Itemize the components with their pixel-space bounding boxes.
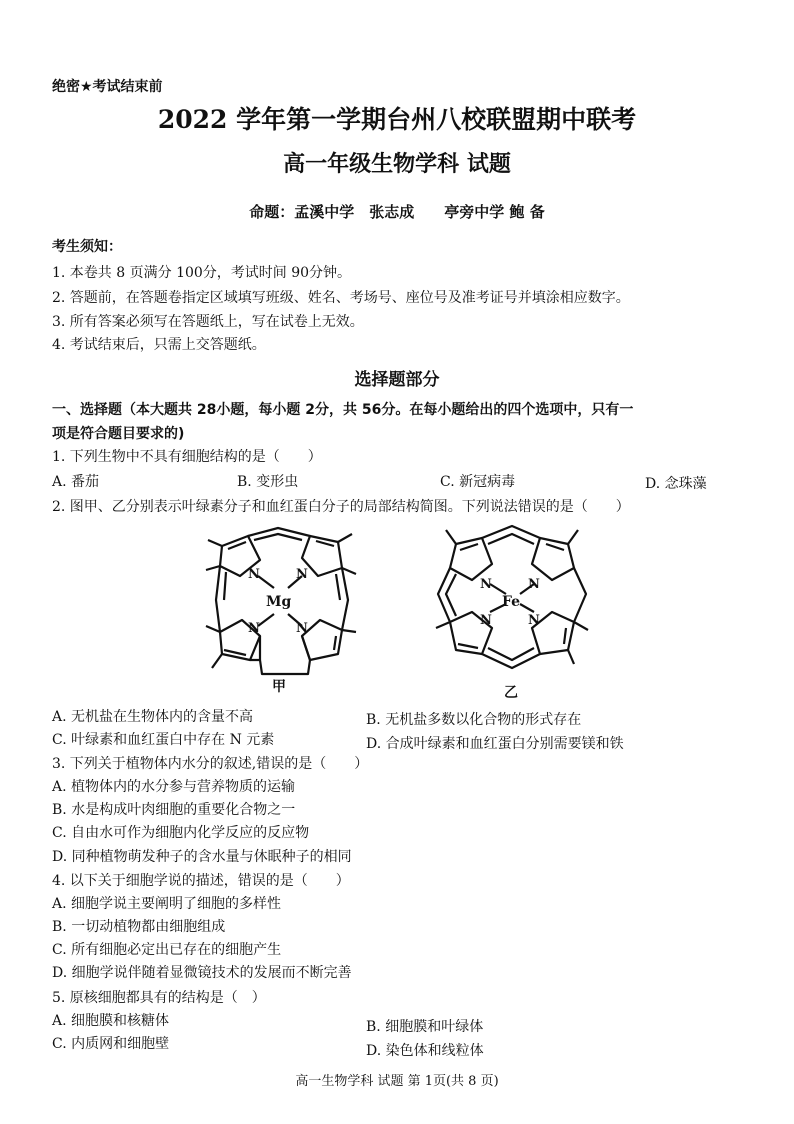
q2-option-a: A. 无机盐在生物体内的含量不高 bbox=[52, 709, 254, 725]
q1-option-a: A. 番茄 bbox=[52, 474, 100, 490]
q4-stem: 4. 以下关于细胞学说的描述，错误的是（ ） bbox=[52, 873, 350, 889]
notice-item: 3. 所有答案必须写在答题纸上，写在试卷上无效。 bbox=[52, 314, 364, 330]
notice-item: 1. 本卷共 8 页满分 100分，考试时间 90分钟。 bbox=[52, 265, 352, 281]
atom-n-label: N bbox=[528, 613, 540, 628]
figure-label-yi: 乙 bbox=[504, 685, 518, 701]
exam-authors: 命题：孟溪中学 张志成 亭旁中学 鲍 备 bbox=[249, 203, 545, 221]
q4-option-a: A. 细胞学说主要阐明了细胞的多样性 bbox=[52, 896, 282, 912]
section-instruction-cont: 项是符合题目要求的) bbox=[52, 426, 185, 442]
heme-structure-figure bbox=[428, 522, 598, 682]
q4-option-d: D. 细胞学说伴随着显微镜技术的发展而不断完善 bbox=[52, 965, 352, 981]
q3-option-c: C. 自由水可作为细胞内化学反应的反应物 bbox=[52, 825, 310, 841]
atom-n-label: N bbox=[480, 613, 492, 628]
q4-option-b: B. 一切动植物都由细胞组成 bbox=[52, 919, 226, 935]
q3-option-a: A. 植物体内的水分参与营养物质的运输 bbox=[52, 779, 296, 795]
notice-heading: 考生须知： bbox=[52, 239, 122, 255]
q1-option-c: C. 新冠病毒 bbox=[440, 474, 516, 490]
q1-stem: 1. 下列生物中不具有细胞结构的是（ ） bbox=[52, 449, 322, 465]
q4-option-c: C. 所有细胞必定出已存在的细胞产生 bbox=[52, 942, 282, 958]
q1-option-d: D. 念珠藻 bbox=[645, 476, 707, 492]
atom-n-label: N bbox=[528, 577, 540, 592]
q5-stem: 5. 原核细胞都具有的结构是（ ） bbox=[52, 990, 266, 1006]
atom-n-label: N bbox=[296, 567, 308, 582]
q5-option-a: A. 细胞膜和核糖体 bbox=[52, 1013, 170, 1029]
q5-option-b: B. 细胞膜和叶绿体 bbox=[366, 1019, 484, 1035]
section-instruction: 一、选择题（本大题共 28小题，每小题 2分，共 56分。在每小题给出的四个选项中，只有一 bbox=[52, 402, 634, 418]
chlorophyll-structure-figure bbox=[198, 522, 368, 692]
atom-n-label: N bbox=[248, 567, 260, 582]
exam-title: 2022 学年第一学期台州八校联盟期中联考 bbox=[157, 105, 637, 134]
atom-n-label: N bbox=[296, 621, 308, 636]
q2-option-c: C. 叶绿素和血红蛋白中存在 N 元素 bbox=[52, 732, 275, 748]
atom-n-label: N bbox=[248, 621, 260, 636]
q2-option-d: D. 合成叶绿素和血红蛋白分别需要镁和铁 bbox=[366, 736, 624, 752]
atom-mg-label: Mg bbox=[266, 594, 292, 610]
exam-subtitle: 高一年级生物学科 试题 bbox=[283, 151, 511, 177]
notice-item: 4. 考试结束后，只需上交答题纸。 bbox=[52, 337, 266, 353]
atom-fe-label: Fe bbox=[502, 594, 521, 610]
figure-label-jia: 甲 bbox=[272, 679, 286, 695]
q5-option-d: D. 染色体和线粒体 bbox=[366, 1043, 484, 1059]
q2-option-b: B. 无机盐多数以化合物的形式存在 bbox=[366, 712, 582, 728]
q3-option-b: B. 水是构成叶肉细胞的重要化合物之一 bbox=[52, 802, 296, 818]
atom-n-label: N bbox=[480, 577, 492, 592]
page-footer: 高一生物学科 试题 第 1页(共 8 页) bbox=[295, 1074, 499, 1089]
q1-option-b: B. 变形虫 bbox=[237, 474, 299, 490]
q2-stem: 2. 图甲、乙分别表示叶绿素分子和血红蛋白分子的局部结构简图。下列说法错误的是（ ） bbox=[52, 499, 630, 515]
section-title: 选择题部分 bbox=[354, 370, 440, 390]
q3-stem: 3. 下列关于植物体内水分的叙述,错误的是（ ） bbox=[52, 756, 369, 772]
q3-option-d: D. 同种植物萌发种子的含水量与休眠种子的相同 bbox=[52, 849, 352, 865]
notice-item: 2. 答题前，在答题卷指定区域填写班级、姓名、考场号、座位号及准考证号并填涂相应数字。 bbox=[52, 290, 630, 306]
confidential-label: 绝密★考试结束前 bbox=[52, 79, 163, 95]
q5-option-c: C. 内质网和细胞壁 bbox=[52, 1036, 170, 1052]
